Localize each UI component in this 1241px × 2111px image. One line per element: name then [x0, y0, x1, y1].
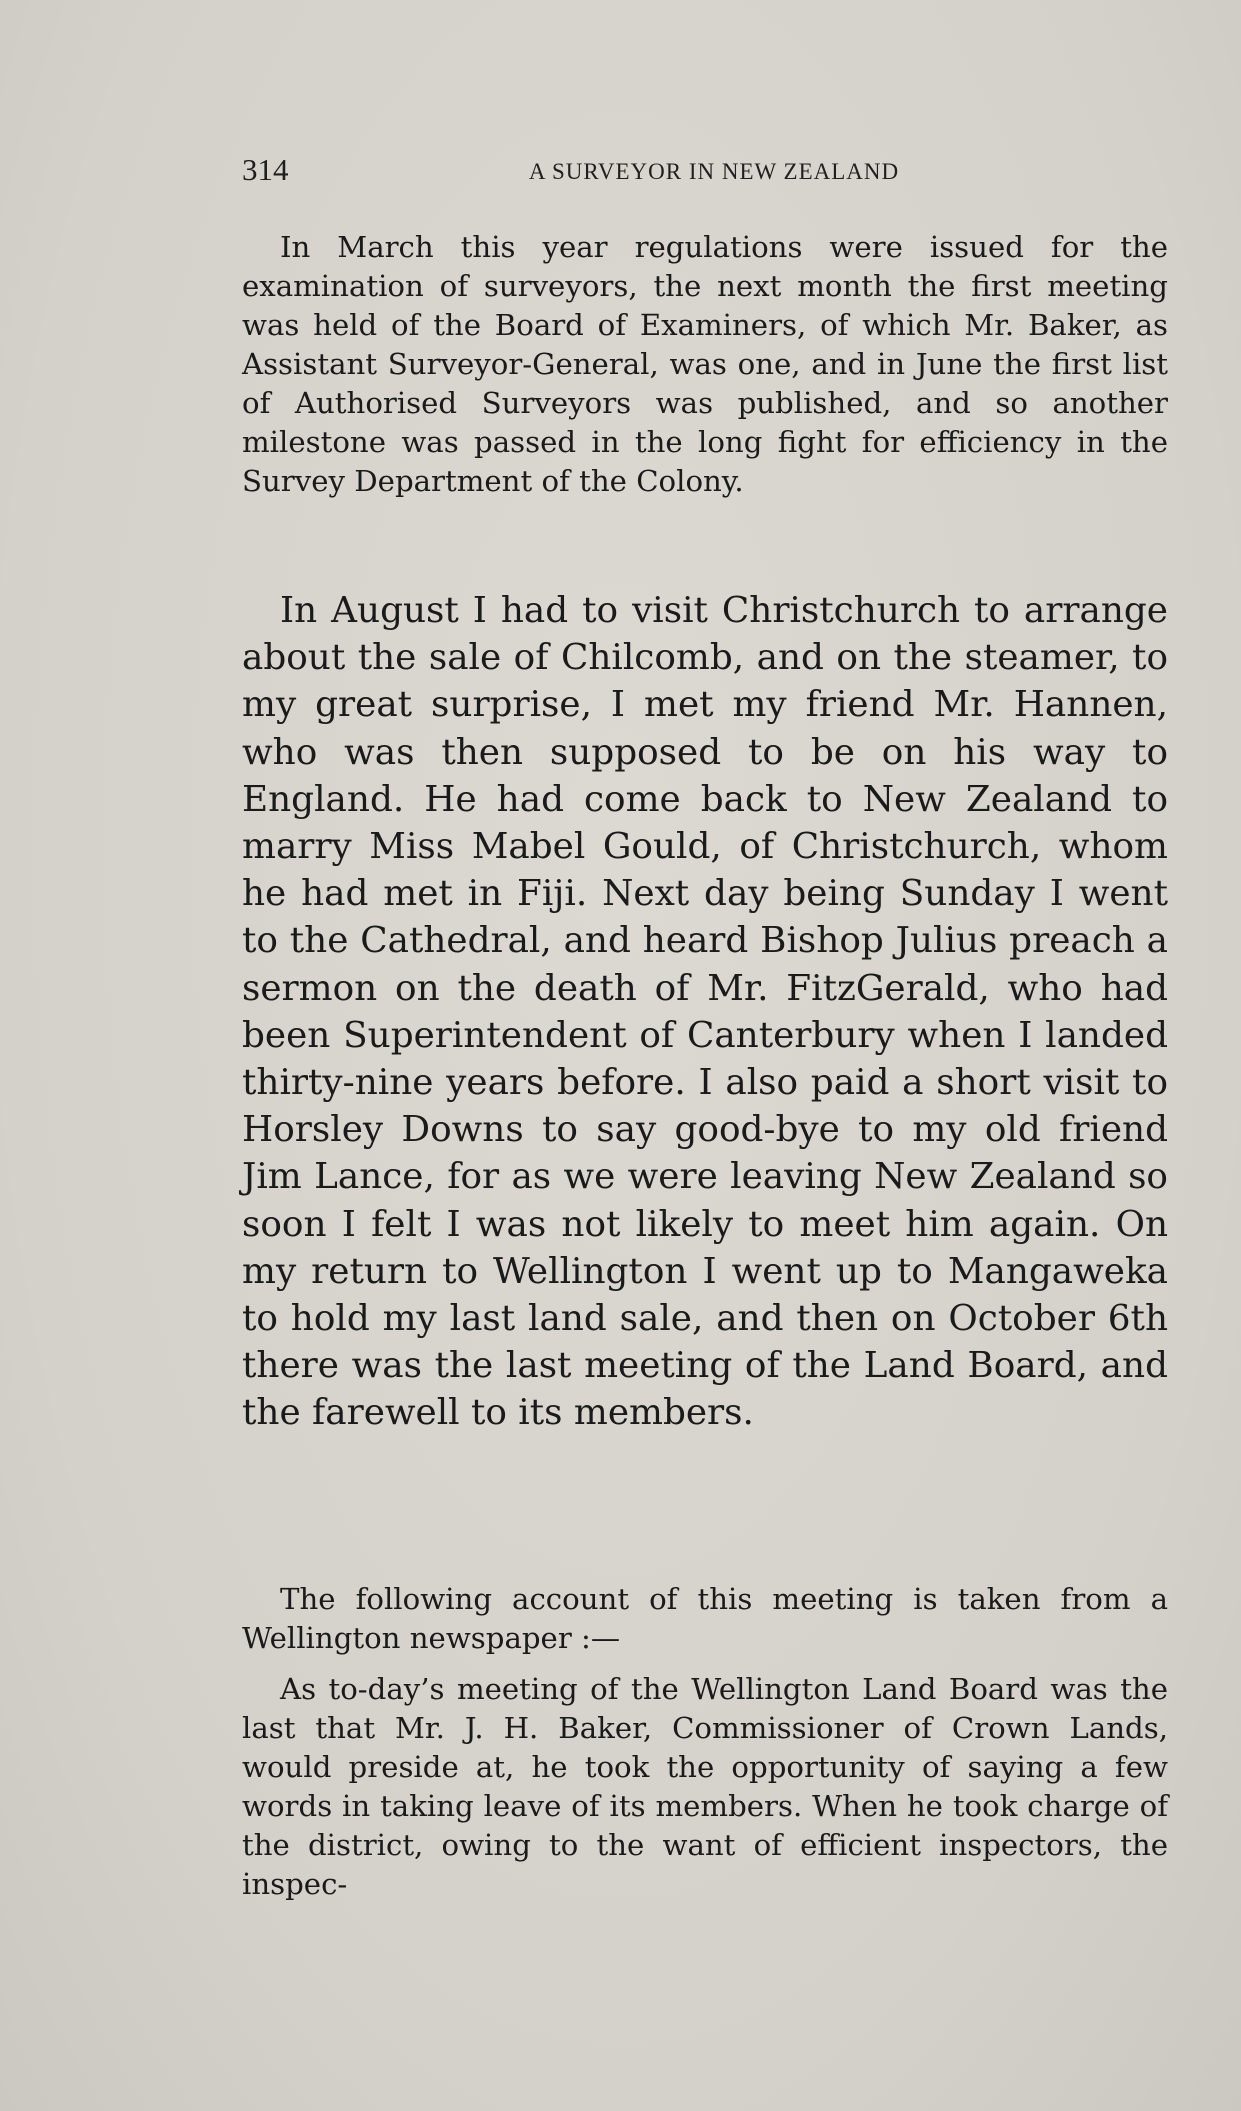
paragraph-survey-regulations: In March this year regulations were issued for the examination of surveyors, the next month the first meeting was held of the Board of Examiners, of which Mr. Baker, as Assistant Surveyor-General, was one, and in June the first list of Authorised Surveyors was published, and so another milestone was passed in the long fight for efficiency in the Survey Department of the Colony. — [242, 230, 1168, 498]
paragraph-newspaper-intro: The following account of this meeting is taken from a Wellington newspaper :— — [242, 1582, 1168, 1655]
page-header — [242, 150, 1170, 190]
page-number: 314 — [242, 152, 289, 187]
running-title: A SURVEYOR IN NEW ZEALAND — [528, 159, 900, 184]
paragraph-newspaper-quote: As to-day’s meeting of the Wellington Land Board was the last that Mr. J. H. Baker, Commissioner of Crown Lands, would preside at, he took the opportunity of saying a few words in taking leave of its members. When he took charge of the district, owing to the want of efficient inspectors, the inspec- — [242, 1672, 1168, 1901]
paragraph-christchurch-visit: In August I had to visit Christchurch to arrange about the sale of Chilcomb, and on the steamer, to my great surprise, I met my friend Mr. Hannen, who was then supposed to be on his way to England. He had come back to New Zealand to marry Miss Mabel Gould, of Christchurch, whom he had met in Fiji. Next day being Sunday I went to the Cathedral, and heard Bishop Julius preach a sermon on the death of Mr. FitzGerald, who had been Superintendent of Canterbury when I landed thirty-nine years before. I also paid a short visit to Horsley Downs to say good-bye to my old friend Jim Lance, for as we were leaving New Zealand so soon I felt I was not likely to meet him again. On my return to Wellington I went up to Mangaweka to hold my last land sale, and then on October 6th there was the last meeting of the Land Board, and the farewell to its members. — [242, 590, 1168, 1434]
